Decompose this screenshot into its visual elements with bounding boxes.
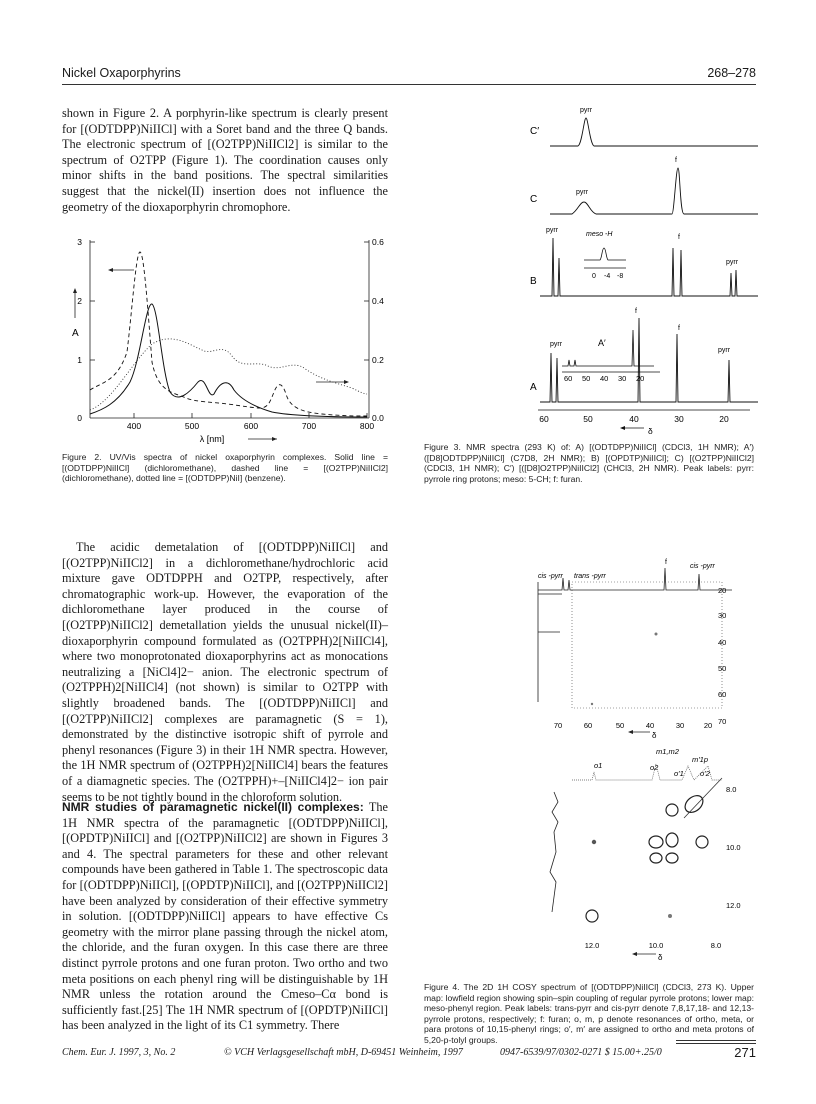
page-number-rule-top — [676, 1040, 756, 1041]
fig3-inset-a-tick-4: 20 — [636, 374, 645, 383]
footer-journal: Chem. Eur. J. 1997, 3, No. 2 — [62, 1047, 176, 1058]
fig2-x-tick-1: 500 — [184, 421, 200, 431]
fig2-solid-line-spectrum — [90, 304, 367, 417]
paragraph-nmr-studies-body — [62, 800, 388, 1034]
fig3-x-tick-0: 60 — [539, 414, 549, 424]
fig4-upper-label-cis2: cis -pyrr — [690, 563, 715, 570]
fig4-upper-x-label: δ — [652, 731, 657, 740]
fig4-lower-x-label: δ — [658, 953, 663, 962]
figure-4-caption-text: Figure 4. The 2D 1H COSY spectrum of [(ODTDPP)NiIICl] (CDCl3, 273 K). Upper map: lowfield region showing spin–spin coupling of regular pyrrole protons; lower map: meso-phenyl region. Peak labels: trans-pyrr and cis-pyrr denote 7,8,17,18- and 12,13- pyrrole protons, respectively; f: furan; o, m, p denote resonances of ortho, meta, or para protons of 10,15-phenyl rings; o′, m′ are assigned to ortho and meta protons of 5,20-p-tolyl groups. — [424, 982, 754, 1045]
fig4-lower-cross-peak-7 — [666, 853, 678, 863]
fig4-upper-right-tick-5: 70 — [718, 717, 727, 726]
fig3-trace-label-cprime: C′ — [530, 126, 540, 137]
fig2-left-tick-0: 0 — [77, 413, 82, 423]
fig2-left-tick-3: 3 — [77, 237, 82, 247]
fig3-inset-a-trace — [562, 330, 654, 366]
fig4-upper-right-tick-2: 40 — [718, 638, 727, 647]
fig4-lower-label-o1p: o′1 — [674, 769, 684, 778]
page-footer — [62, 1047, 756, 1061]
fig4-upper-right-tick-1: 30 — [718, 611, 727, 620]
fig4-lower-label-m1m2: m1,m2 — [656, 747, 679, 756]
fig3-x-label-arrowhead — [620, 426, 625, 430]
page-number: 271 — [734, 1045, 756, 1060]
fig4-upper-right-tick-0: 20 — [718, 586, 727, 595]
fig2-left-axis-arrowhead — [108, 268, 113, 272]
fig2-dashed-line-spectrum — [90, 252, 367, 416]
fig3-trace-label-c: C — [530, 194, 538, 205]
fig4-lower-x-tick-2: 8.0 — [710, 941, 722, 950]
fig3-pyrr-label-b2: pyrr — [726, 259, 739, 266]
fig3-inset-b-trace — [584, 248, 626, 260]
figure-2-caption-text: Figure 2. UV/Vis spectra of nickel oxaporphyrin complexes. Solid line = [(ODTDPP)NiIICl] (dichloromethane), dashed line = [(O2TPP)NiIICl2] (dichloromethane), dotted line = [(ODTDPP)NiI] (benzene). — [62, 452, 388, 484]
fig4-lower-x-tick-1: 10.0 — [648, 941, 664, 950]
fig4-upper-x-tick-3: 40 — [645, 721, 655, 730]
fig2-right-tick-2: 0.4 — [372, 296, 384, 306]
fig4-lower-vertical-trace — [550, 792, 558, 912]
fig4-lower-x-label-arrowhead — [632, 952, 637, 956]
fig3-pyrr-label-a1: pyrr — [550, 341, 563, 348]
fig4-lower-cross-peak-2 — [682, 792, 706, 816]
fig4-upper-right-tick-4: 60 — [718, 690, 727, 699]
fig2-right-axis-arrowhead — [344, 380, 349, 384]
header-rule — [62, 84, 756, 85]
fig4-lower-label-o2p: o′2 — [700, 769, 710, 778]
fig3-inset-a-tick-0: 60 — [564, 374, 573, 383]
fig4-lower-cross-peak-6 — [650, 853, 662, 863]
paragraph-demetalation — [62, 540, 388, 805]
fig2-x-label: λ [nm] — [199, 434, 225, 444]
fig4-upper-x-tick-2: 50 — [615, 721, 625, 730]
fig4-upper-right-tick-3: 50 — [718, 664, 727, 673]
fig3-x-tick-1: 50 — [583, 414, 593, 424]
fig4-lower-label-mp: m′1p — [692, 755, 708, 764]
figure-3-nmr-spectra — [522, 98, 758, 438]
fig4-lower-right-tick-2: 12.0 — [726, 901, 741, 910]
footer-publisher: © VCH Verlagsgesellschaft mbH, D-69451 Weinheim, 1997 — [224, 1047, 463, 1058]
fig4-upper-x-tick-5: 20 — [703, 721, 713, 730]
fig2-left-tick-2: 2 — [77, 296, 82, 306]
fig4-upper-label-trans: trans -pyrr — [574, 573, 606, 580]
fig3-x-tick-3: 30 — [674, 414, 684, 424]
paragraph-intro-text: shown in Figure 2. A porphyrin-like spectrum is clearly present for [(ODTDPP)NiIICl] with a Soret band and the three Q bands. The electronic spectrum of [(O2TPP)NiIICl2] is similar to the spectrum of O2TPP (Figure 1). The coordination causes only minor shifts in the band positions. The spectral similarities suggest that the nickel(II) insertion does not influence the geometry of the dioxaporphyrin chromophore. — [62, 106, 388, 214]
fig3-inset-b-tick-1: -4 — [604, 273, 611, 280]
fig2-right-tick-0: 0.0 — [372, 413, 384, 423]
paragraph-intro — [62, 106, 388, 215]
fig3-trace-label-a: A — [530, 382, 537, 393]
fig4-upper-horizontal-trace — [538, 568, 732, 590]
fig3-f-label-c: f — [675, 157, 677, 164]
fig3-inset-b-tick-2: -8 — [617, 273, 624, 280]
fig4-lower-right-tick-0: 8.0 — [726, 785, 737, 794]
fig3-inset-a-tick-2: 40 — [600, 374, 609, 383]
figure-3-caption — [424, 442, 754, 484]
paragraph-nmr-studies — [62, 800, 388, 1034]
fig2-y-arrowhead — [73, 288, 77, 293]
header-title: Nickel Oxaporphyrins — [62, 66, 181, 80]
figure-3-caption-text: Figure 3. NMR spectra (293 K) of: A) [(ODTDPP)NiIICl] (CDCl3, 1H NMR); A′) ([D8]ODTDPP)NiIICl] (C7D8, 2H NMR); B) [(OPDTP)NiIICl]; C) [(O2TPP)NiIICl2] (CDCl3, 1H NMR); C′) [([D8]O2TPP)NiIICl2] (CHCl3, 2H NMR). Peak labels: pyrr: pyrrole ring protons; meso: 5-CH; f: furan. — [424, 442, 754, 484]
fig3-meso-label: meso -H — [586, 231, 613, 238]
fig4-upper-label-f: f — [665, 559, 667, 566]
fig3-inset-a-tick-1: 50 — [582, 374, 591, 383]
fig3-pyrr-label-b1: pyrr — [546, 227, 559, 234]
fig3-pyrr-label-a2: pyrr — [718, 347, 731, 354]
fig3-f-label-a1: f — [635, 308, 637, 315]
fig4-lower-cross-peak-4 — [666, 833, 678, 847]
fig2-right-tick-3: 0.6 — [372, 237, 384, 247]
fig2-x-tick-3: 700 — [301, 421, 317, 431]
fig3-trace-cprime — [550, 118, 758, 146]
fig3-inset-b-tick-0: 0 — [592, 273, 596, 280]
fig4-upper-cross-peak-1 — [655, 633, 658, 636]
fig4-lower-cross-peak-9 — [592, 840, 596, 844]
fig4-lower-right-tick-1: 10.0 — [726, 843, 741, 852]
fig4-lower-label-o1: o1 — [594, 761, 603, 770]
fig4-lower-x-tick-0: 12.0 — [584, 941, 600, 950]
fig3-x-tick-2: 40 — [629, 414, 639, 424]
fig4-lower-cross-peak-8 — [586, 910, 598, 922]
fig4-upper-label-cis1: cis -pyrr — [538, 573, 563, 580]
fig4-upper-x-label-arrowhead — [628, 730, 633, 734]
fig4-upper-vertical-trace — [538, 582, 562, 702]
figure-4-caption — [424, 982, 754, 1046]
fig3-pyrr-label-cprime: pyrr — [580, 107, 593, 114]
fig3-pyrr-label-c: pyrr — [576, 189, 589, 196]
fig2-dotted-line-spectrum — [90, 339, 367, 410]
fig4-upper-cross-peak-2 — [591, 703, 593, 705]
footer-code: 0947-6539/97/0302-0271 $ 15.00+.25/0 — [500, 1047, 662, 1058]
fig4-lower-cross-peak-1 — [666, 804, 678, 816]
fig3-f-label-b: f — [678, 234, 680, 241]
fig4-upper-x-tick-1: 60 — [583, 721, 593, 730]
fig2-x-tick-2: 600 — [243, 421, 259, 431]
fig3-x-label: δ — [648, 426, 653, 436]
fig4-upper-x-tick-4: 30 — [675, 721, 685, 730]
paragraph-nmr-studies-heading: NMR studies of paramagnetic nickel(II) complexes: — [62, 800, 364, 814]
fig3-trace-b — [540, 238, 758, 296]
figure-2-uvvis-plot — [62, 232, 392, 447]
fig2-x-tick-0: 400 — [126, 421, 142, 431]
running-header — [62, 66, 756, 82]
fig4-upper-map-frame — [572, 582, 722, 708]
fig3-aprime-label: A′ — [598, 338, 606, 348]
fig4-lower-cross-peak-5 — [696, 836, 708, 848]
paragraph-demetalation-text: The acidic demetalation of [(ODTDPP)NiIICl] and [(O2TPP)NiIICl2] in a dichloromethane/hydrochloric acid mixture gave ODTDPPH and O2TPP, respectively, after chromatographic work-up. However, the evaporation of the dichloromethane layer produced in the course of [(O2TPP)NiIICl2] demetallation yields the unusual nickel(II)–dioxaporphyrin compound formulated as (O2TPPH)2[NiIICl4], where two monoprotonated dioxaporphyrins act as monocations neutralizing a [NiCl4]2− anion. The electronic spectrum of (O2TPPH)2[NiIICl4] (not shown) is similar to O2TPP with slightly broadened bands. The [(ODTDPP)NiIICl] and [(O2TPP)NiIICl2] complexes are paramagnetic (S = 1), demonstrated by the distinctive isotropic shift of pyrrole and phenyl resonances (Figure 3) in their 1H NMR spectra. However, the 1H NMR spectrum of (O2TPPH)2[NiIICl4] bears the features of a diamagnetic species. The (O2TPPH)+–[NiIICl4]2− ion pair seems to be not tightly bound in the chloroform solution. — [62, 540, 388, 804]
figure-2-caption — [62, 452, 388, 484]
fig3-f-label-a2: f — [678, 325, 680, 332]
fig3-trace-a — [540, 318, 758, 402]
fig4-upper-x-tick-0: 70 — [553, 721, 563, 730]
fig2-left-tick-1: 1 — [77, 355, 82, 365]
fig4-lower-label-o2: o2 — [650, 763, 659, 772]
fig2-x-tick-4: 800 — [359, 421, 375, 431]
fig2-right-tick-1: 0.2 — [372, 355, 384, 365]
paragraph-nmr-studies-text: The 1H NMR spectra of the paramagnetic [(ODTDPP)NiIICl], [(OPDTP)NiIICl] and [(O2TPP)NiIICl2] are shown in Figures 3 and 4. The spectral parameters for these and other relevant compounds have been gathered in Table 1. The spectroscopic data for [(ODTDPP)NiIICl], [(OPDTP)NiIICl], and [(O2TPP)NiIICl2] have been analyzed by consideration of their effective symmetry in solution. [(ODTDPP)NiIICl] appears to have effective Cs geometry with the mirror plane passing through the nickel atom, the chloride, and the furan oxygen. In this case there are three distinct pyrrole protons and one furan proton. Two ortho and two meta positions on each phenyl ring will be distinguishable by 1H NMR unless the rotation around the Cmeso–Cα bond is sufficiently fast.[25] The 1H NMR spectrum of [(OPDTP)NiIICl] has been analyzed in the light of its C1 symmetry. There — [62, 800, 388, 1033]
fig3-x-tick-4: 20 — [719, 414, 729, 424]
header-pages: 268–278 — [707, 66, 756, 80]
page-number-rule-bottom — [676, 1043, 756, 1044]
fig4-lower-cross-peak-10 — [668, 914, 672, 918]
fig3-inset-a-tick-3: 30 — [618, 374, 627, 383]
figure-4-cosy-spectrum — [532, 552, 758, 982]
fig4-lower-cross-peak-3 — [649, 836, 663, 848]
fig2-x-label-arrowhead — [272, 437, 277, 441]
fig2-y-label: A — [72, 328, 79, 339]
fig3-trace-label-b: B — [530, 276, 537, 287]
